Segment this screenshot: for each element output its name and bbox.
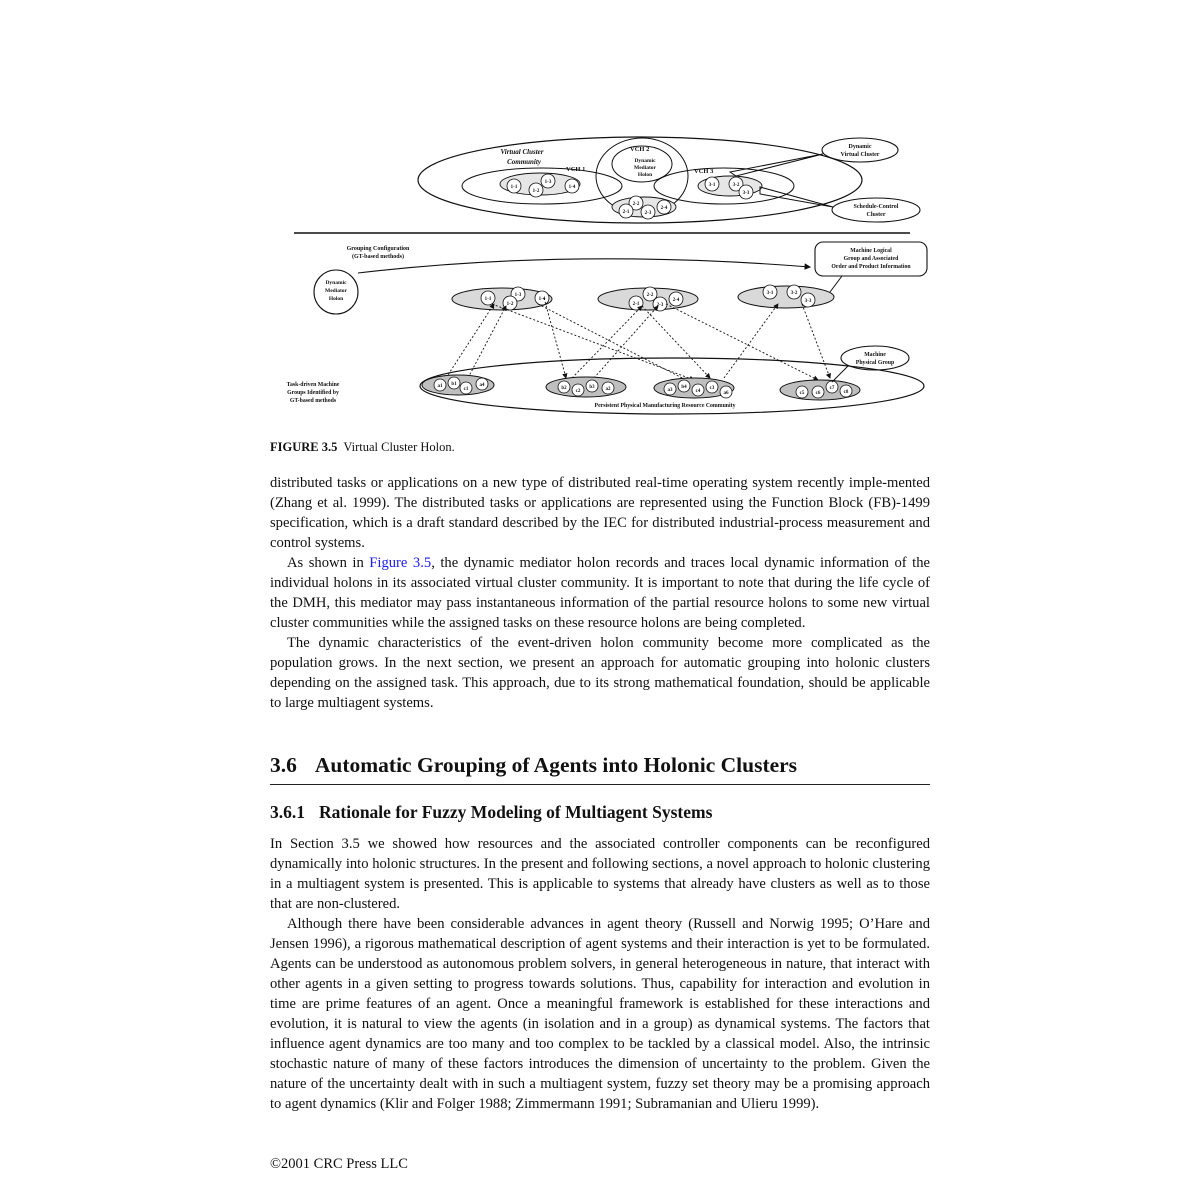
subsection-title: Rationale for Fuzzy Modeling of Multiagent Systems: [319, 802, 713, 822]
dmh-top-label: Dynamic Mediator Holon: [634, 158, 656, 178]
node-label: 1-3: [544, 180, 552, 185]
node-label: a1: [437, 384, 443, 389]
node-label: 2-1: [632, 302, 640, 307]
machine-physical-group-callout: [841, 346, 909, 370]
node-label: 1-4: [538, 297, 546, 302]
node-label: 1-3: [514, 293, 522, 298]
node-label: a6: [723, 391, 729, 396]
paragraph-4: In Section 3.5 we showed how resources and the associated controller components can be reconfigured dynamically into holonic structures. In the present and following sections, a novel approach to holonic clustering in a multiagent system is presented. This is applicable to systems that already have clusters as well as to those that are non-clustered.: [270, 836, 930, 912]
node-label: b4: [681, 385, 687, 390]
node-label: c6: [815, 391, 821, 396]
node-label: 2-2: [646, 293, 654, 298]
node-label: a2: [605, 387, 611, 392]
node-label: b1: [451, 382, 457, 387]
node-label: c8: [843, 390, 849, 395]
grouping-configuration-label: Grouping Configuration (GT-based methods): [346, 246, 410, 260]
node-label: 1-2: [506, 302, 514, 307]
node-label: 1-4: [568, 185, 576, 190]
node-label: b2: [561, 386, 567, 391]
virtual-cluster-community-label: Virtual Cluster Community: [500, 148, 544, 166]
dynamic-virtual-cluster-callout: [822, 138, 898, 162]
mlg-pointer: [830, 276, 842, 292]
section-title: Automatic Grouping of Agents into Holonic Clusters: [314, 753, 798, 777]
vch2-label: VCH 2: [630, 146, 650, 153]
node-label: 3-3: [742, 191, 750, 196]
dynamic-virtual-cluster-label: Dynamic Virtual Cluster: [840, 144, 880, 158]
node-label: 2-3: [656, 303, 664, 308]
node-label: 3-3: [804, 299, 812, 304]
scc-pointer: [760, 187, 833, 207]
paragraph-2: [270, 553, 930, 633]
task-driven-label: Task-driven Machine Groups Identified by GT-based methods: [286, 382, 340, 404]
schedule-control-callout: [832, 198, 920, 222]
machine-logical-group-label: Machine Logical Group and Associated Order and Product Information: [831, 248, 911, 270]
figure-diagram: [270, 132, 930, 422]
para2-before: As shown in: [287, 555, 370, 571]
body-block-1: [270, 473, 930, 713]
dvc-pointer: [730, 154, 823, 176]
figure-3-5-link[interactable]: Figure 3.5: [369, 555, 432, 571]
node-label: 3-1: [708, 183, 716, 188]
schedule-control-cluster-label: Schedule-Control Cluster: [853, 204, 899, 218]
caption-text: Virtual Cluster Holon.: [343, 440, 455, 454]
para2-after: , the dynamic mediator holon records and traces local dynamic information of the individual holons in its associated virtual cluster community. It is important to note that during the life cycle of the DMH, this mediator may pass instantaneous information of the partial resource holons to some new virtual cluster communities while the assigned tasks on these resource holons are being completed.: [270, 555, 931, 631]
node-label: a3: [667, 388, 673, 393]
node-label: 1-2: [532, 189, 540, 194]
node-label: b3: [589, 385, 595, 390]
node-label: c2: [575, 389, 581, 394]
node-label: c4: [695, 389, 701, 394]
vch1-label: VCH 1: [566, 166, 586, 173]
subsection-number: 3.6.1: [270, 802, 305, 822]
node-label: 2-2: [632, 202, 640, 207]
node-label: 2-4: [672, 298, 680, 303]
logical-group-3: [738, 286, 834, 308]
dmh-left-label: Dynamic Mediator Holon: [325, 280, 347, 302]
node-label: 2-3: [644, 211, 652, 216]
node-label: 3-2: [790, 291, 798, 296]
node-label: 3-1: [766, 291, 774, 296]
figure-caption: [270, 440, 455, 455]
node-label: a4: [479, 383, 485, 388]
vch3-label: VCH 3: [694, 168, 714, 175]
node-label: c1: [463, 387, 469, 392]
mapping-arrows: [446, 298, 830, 382]
grouping-arrow: [358, 259, 810, 273]
subsection-heading: [270, 802, 712, 823]
machine-physical-group-label: Machine Physical Group: [855, 352, 895, 366]
node-label: c5: [799, 391, 805, 396]
node-label: 1-1: [484, 297, 492, 302]
node-label: 2-4: [660, 206, 668, 211]
section-number: 3.6: [270, 753, 297, 777]
node-label: 2-1: [622, 210, 630, 215]
paragraph-1: distributed tasks or applications on a new type of distributed real-time operating system recently imple-mented (Zhang et al. 1999). The distributed tasks or applications are represented using the Function Block (FB)-1499 specification, which is a draft standard described by the IEC for distributed industrial-process measurement and control systems.: [270, 475, 930, 551]
copyright-footer: ©2001 CRC Press LLC: [270, 1156, 408, 1172]
paragraph-5: Although there have been considerable advances in agent theory (Russell and Norwig 1995; O’Hare and Jensen 1996), a rigorous mathematical description of agent systems and their interaction is yet to be formulated. Agents can be understood as autonomous problem solvers, in general heterogeneous in nature, that interact with other agents in a given setting to progress towards solutions. Thus, capability for interaction and evolution in time are prime features of an agent. Once a meaningful framework is established for these interactions and evolution, it is natural to view the agents (in isolation and in a group) as dynamical systems. The factors that influence agent dynamics are too many and too complex to be tackled by a classical model. Also, the intrinsic stochastic nature of many of these factors introduces the dimension of uncertainty to the problem. Given the nature of the uncertainty dealt with in such a multiagent system, fuzzy set theory may be a promising approach to agent dynamics (Klir and Folger 1988; Zimmermann 1991; Subramanian and Ulieru 1999).: [270, 916, 930, 1112]
node-label: 1-1: [510, 185, 518, 190]
section-heading: [270, 753, 930, 785]
body-block-2: [270, 834, 930, 1114]
caption-label: FIGURE 3.5: [270, 440, 338, 454]
paragraph-3: The dynamic characteristics of the event-driven holon community become more complicated as the population grows. In the next section, we present an approach for automatic grouping into holonic clusters depending on the assigned task. This approach, due to its strong mathematical foundation, should be applicable to large multiagent systems.: [270, 635, 930, 711]
persistent-community-label: Persistent Physical Manufacturing Resource Community: [594, 403, 736, 409]
node-label: c7: [829, 386, 835, 391]
node-label: c3: [709, 386, 715, 391]
node-label: 3-2: [732, 183, 740, 188]
figure-virtual-cluster-holon: [270, 132, 930, 422]
mpg-pointer: [832, 366, 848, 382]
